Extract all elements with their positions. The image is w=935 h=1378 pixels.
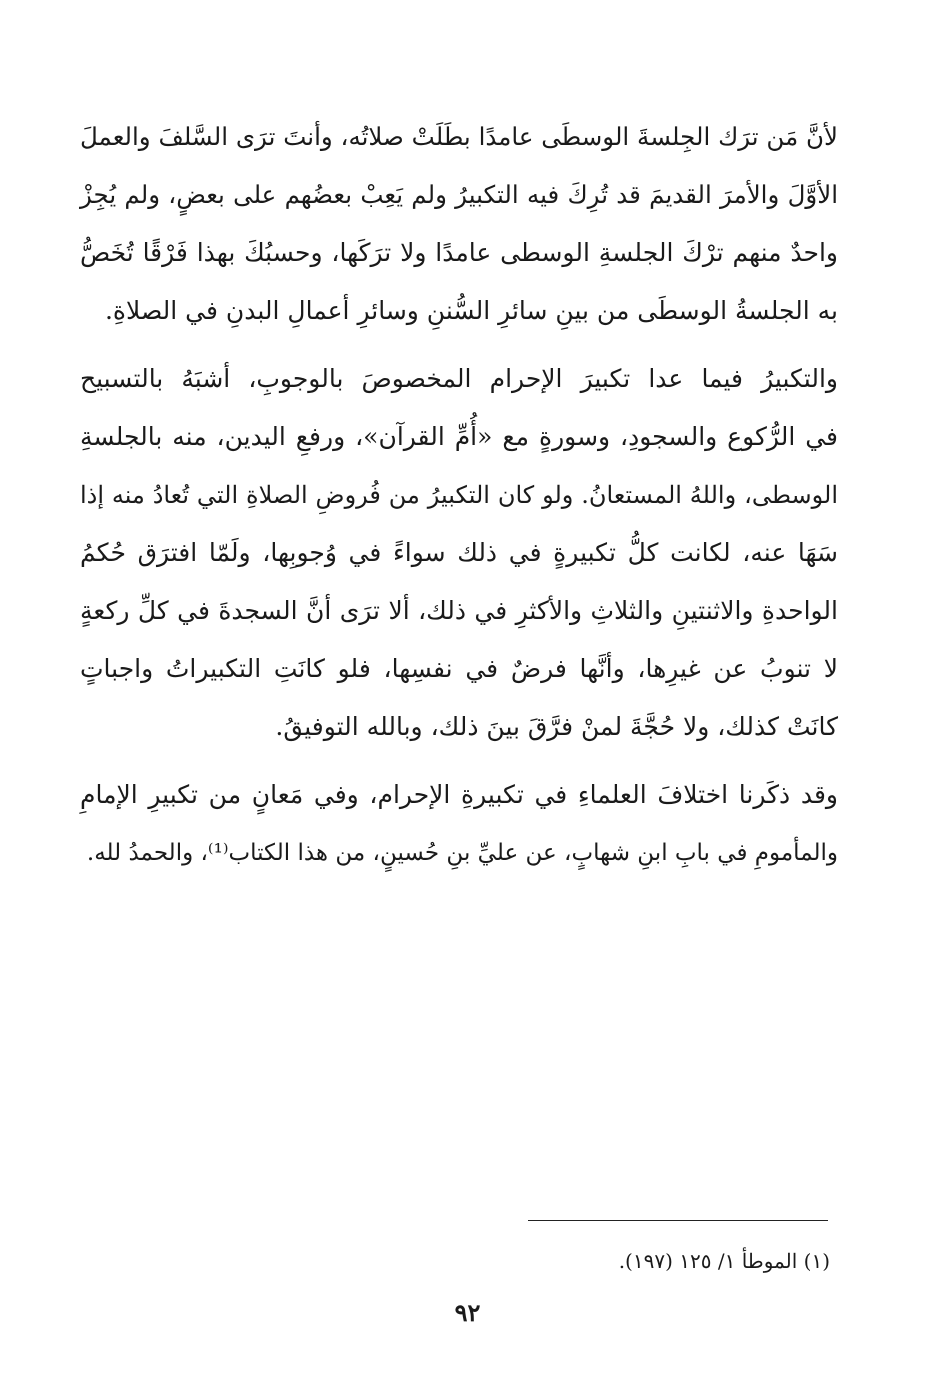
text-line: في الرُّكوع والسجودِ، وسورةٍ مع «أُمِّ القرآن»، ورفعِ اليدين، منه بالجلسةِ — [80, 422, 838, 451]
paragraph-2 — [80, 350, 838, 756]
text-line: واحدٌ منهم ترْكَ الجلسةِ الوسطى عامدًا ولا ترَكَها، وحسبُكَ بهذا فَرْقًا تُخَصُّ — [80, 238, 838, 267]
footnote: (١) الموطأ ١/ ١٢٥ (١٩٧). — [618, 1249, 830, 1273]
page-number: ٩٢ — [454, 1298, 481, 1327]
text-line: لأنَّ مَن ترَك الجِلسةَ الوسطَى عامدًا بطَلَتْ صلاتُه، وأنتَ ترَى السَّلفَ والعملَ — [80, 122, 838, 151]
text-line: الوسطى، واللهُ المستعانُ. ولو كان التكبيرُ من فُروضِ الصلاةِ التي تُعادُ منه إذا — [80, 481, 838, 509]
text-line: وقد ذكَرنا اختلافَ العلماءِ في تكبيرةِ الإحرام، وفي مَعانٍ من تكبيرِ الإمامِ — [80, 780, 838, 809]
paragraph-3 — [80, 766, 838, 882]
main-text — [80, 108, 838, 892]
text-line: به الجلسةُ الوسطَى من بينِ سائرِ السُّننِ وسائرِ أعمالِ البدنِ في الصلاةِ. — [104, 296, 838, 325]
text-line: والمأمومِ في بابِ ابنِ شهابٍ، عن عليِّ بنِ حُسينٍ، من هذا الكتاب⁽¹⁾، والحمدُ لله. — [86, 840, 838, 866]
paragraph-1 — [80, 108, 838, 340]
text-line: سَهَا عنه، لكانت كلُّ تكبيرةٍ في ذلك سواءً في وُجوبِها، ولَمّا افترَق حُكمُ — [80, 538, 838, 567]
text-line: كانَتْ كذلك، ولا حُجَّةَ لمنْ فرَّقَ بينَ ذلك، وبالله التوفيقُ. — [275, 712, 838, 741]
text-line: الواحدةِ والاثنتينِ والثلاثِ والأكثرِ في ذلك، ألا ترَى أنَّ السجدةَ في كلِّ ركعةٍ — [80, 596, 838, 625]
footnote-divider — [528, 1220, 828, 1221]
text-line: الأوَّلَ والأمرَ القديمَ قد تُرِكَ فيه التكبيرُ ولم يَعِبْ بعضُهم على بعضٍ، ولم يُجِزْ — [80, 180, 838, 209]
text-line: لا تنوبُ عن غيرِها، وأنَّها فرضٌ في نفسِها، فلو كانَتِ التكبيراتُ واجباتٍ — [80, 654, 838, 683]
text-line: والتكبيرُ فيما عدا تكبيرَ الإحرام المخصوصَ بالوجوبِ، أشبَهُ بالتسبيح — [80, 364, 838, 393]
